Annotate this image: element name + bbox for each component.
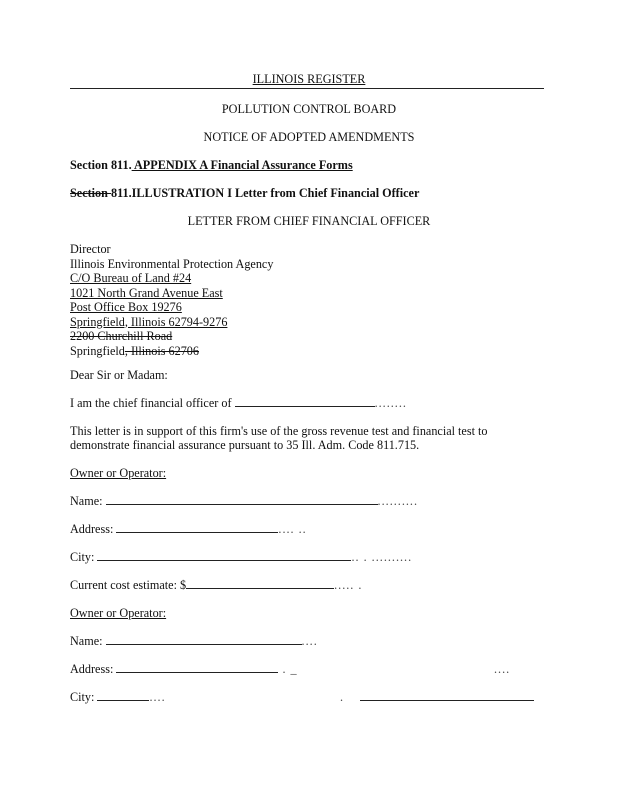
section-illustration-heading: Section 811.ILLUSTRATION I Letter from Chief Financial Officer: [70, 186, 420, 200]
owner2-city-blank-left: [97, 690, 149, 701]
register-header: [0, 72, 618, 87]
support-paragraph: This letter is in support of this firm's use of the gross revenue test and financial test to demonstrate financial assurance pursuant to 35 Ill. Adm. Code 811.715.: [70, 424, 488, 452]
owner-operator-heading-2: Owner or Operator:: [70, 606, 167, 620]
address-line-6: Springfield, Illinois 62794-9276: [70, 314, 228, 329]
owner-operator-heading-1: Owner or Operator:: [70, 466, 167, 480]
firm-name-dots: ........: [374, 396, 407, 410]
owner1-name-field: Name: ..........: [70, 494, 419, 508]
header-rule: [70, 88, 544, 89]
notice-title: NOTICE OF ADOPTED AMENDMENTS: [203, 130, 415, 144]
owner1-cost-blank: [186, 578, 334, 589]
owner1-cost-field: Current cost estimate: $ ..... .: [70, 578, 363, 592]
firm-name-blank: [235, 396, 375, 407]
owner1-city-field: City: .. . ..........: [70, 550, 413, 564]
cfo-statement: I am the chief financial officer of ........: [70, 396, 407, 410]
agency-title: POLLUTION CONTROL BOARD: [221, 102, 397, 116]
address-line-2: Illinois Environmental Protection Agency: [70, 256, 274, 271]
address-line-8: Springfield, Illinois 62706: [70, 343, 199, 358]
owner2-address-blank: [116, 662, 278, 673]
owner2-address-field: Address: . _ ....: [70, 662, 511, 676]
letter-title: LETTER FROM CHIEF FINANCIAL OFFICER: [187, 214, 431, 228]
address-line-7: 2200 Churchill Road: [70, 329, 173, 343]
section-appendix-heading: Section 811. APPENDIX A Financial Assurance Forms: [70, 158, 353, 172]
salutation: Dear Sir or Madam:: [70, 368, 168, 382]
owner2-city-field: City: .... .: [70, 690, 540, 705]
register-title: ILLINOIS REGISTER: [252, 72, 366, 86]
address-line-5: Post Office Box 19276: [70, 300, 182, 314]
owner2-city-blank-right: [360, 690, 534, 701]
recipient-address: [70, 242, 273, 358]
owner2-name-field: Name: ....: [70, 634, 318, 648]
address-line-1: Director: [70, 242, 111, 256]
owner1-address-blank: [116, 522, 278, 533]
address-line-4: 1021 North Grand Avenue East: [70, 285, 223, 300]
owner1-name-blank: [106, 494, 378, 505]
owner1-city-blank: [97, 550, 351, 561]
address-line-3: C/O Bureau of Land #24: [70, 271, 192, 285]
owner2-name-blank: [106, 634, 302, 645]
owner1-address-field: Address: .... ..: [70, 522, 307, 536]
